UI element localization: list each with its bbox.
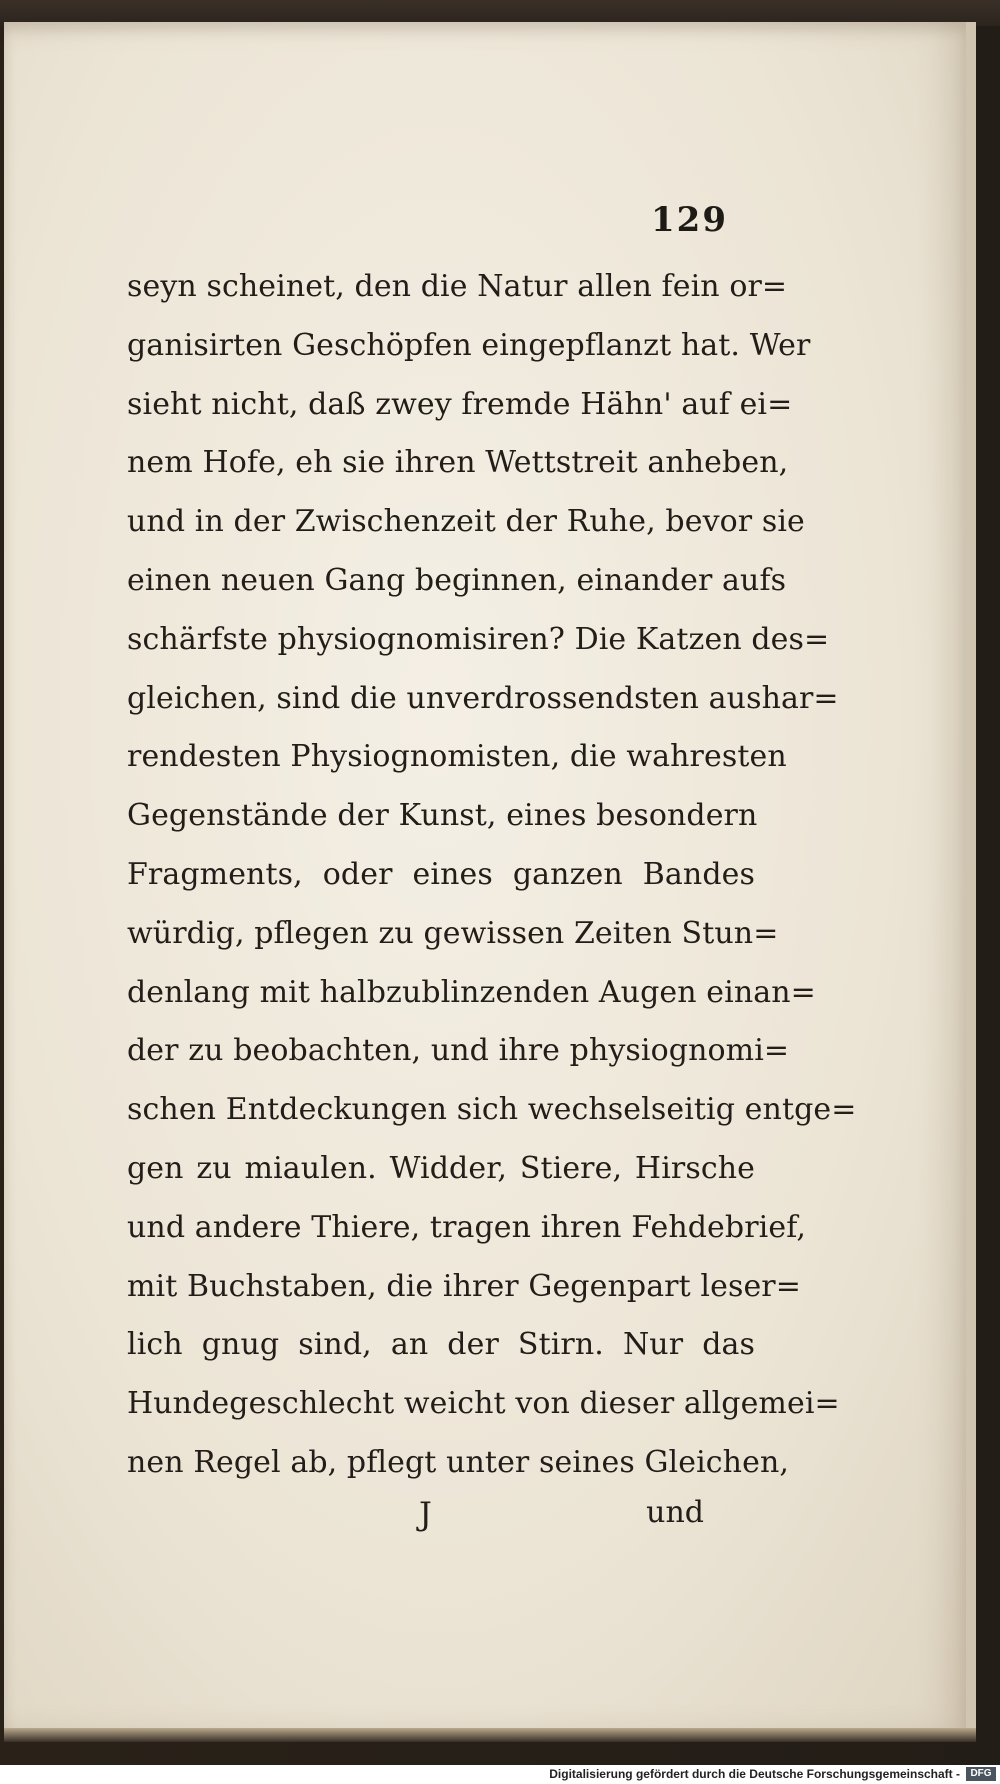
text-line: einen neuen Gang beginnen, einander aufs (127, 562, 787, 598)
dfg-logo-icon: DFG (966, 1767, 996, 1781)
text-line: ganisirten Geschöpfen eingepflanzt hat. Wer (127, 327, 811, 363)
text-line: Gegenstände der Kunst, eines besondern (127, 798, 758, 834)
text-line: Hundegeschlecht weicht von dieser allgemei= (127, 1386, 840, 1422)
funding-credit: Digitalisierung gefördert durch die Deutsche Forschungsgemeinschaft - (549, 1767, 960, 1781)
text-line: der zu beobachten, und ihre physiognomi= (127, 1033, 790, 1069)
text-line: schärfste physiognomisiren? Die Katzen des= (127, 621, 830, 657)
text-line: rendesten Physiognomisten, die wahresten (127, 739, 787, 775)
text-line: und andere Thiere, tragen ihren Fehdebrief, (127, 1209, 806, 1245)
text-line: sieht nicht, daß zwey fremde Hähn' auf ei= (127, 386, 793, 422)
text-line: Fragments, oder eines ganzen Bandes (127, 856, 755, 892)
page-number: 129 (651, 200, 728, 240)
text-line: denlang mit halbzublinzenden Augen einan= (127, 974, 816, 1010)
text-line: seyn scheinet, den die Natur allen fein or= (127, 269, 788, 304)
text-line: mit Buchstaben, die ihrer Gegenpart leser= (127, 1268, 801, 1304)
signature-mark: J (419, 1495, 432, 1533)
catchword: und (646, 1495, 704, 1530)
text-line: nem Hofe, eh sie ihren Wettstreit anheben, (127, 445, 789, 481)
text-line: nen Regel ab, pflegt unter seines Gleichen, (127, 1444, 789, 1480)
text-line: würdig, pflegen zu gewissen Zeiten Stun= (127, 915, 779, 951)
text-line: gen zu miaulen. Widder, Stiere, Hirsche (127, 1150, 755, 1186)
body-text (127, 258, 857, 1493)
book-page (4, 22, 976, 1734)
text-line: lich gnug sind, an der Stirn. Nur das (127, 1327, 755, 1363)
text-line: gleichen, sind die unverdrossendsten aushar= (127, 680, 839, 716)
text-line: und in der Zwischenzeit der Ruhe, bevor sie (127, 504, 805, 540)
page-bottom-edge (4, 1728, 976, 1742)
text-line: schen Entdeckungen sich wechselseitig entge= (127, 1092, 857, 1128)
digitization-footer (0, 1765, 1000, 1784)
